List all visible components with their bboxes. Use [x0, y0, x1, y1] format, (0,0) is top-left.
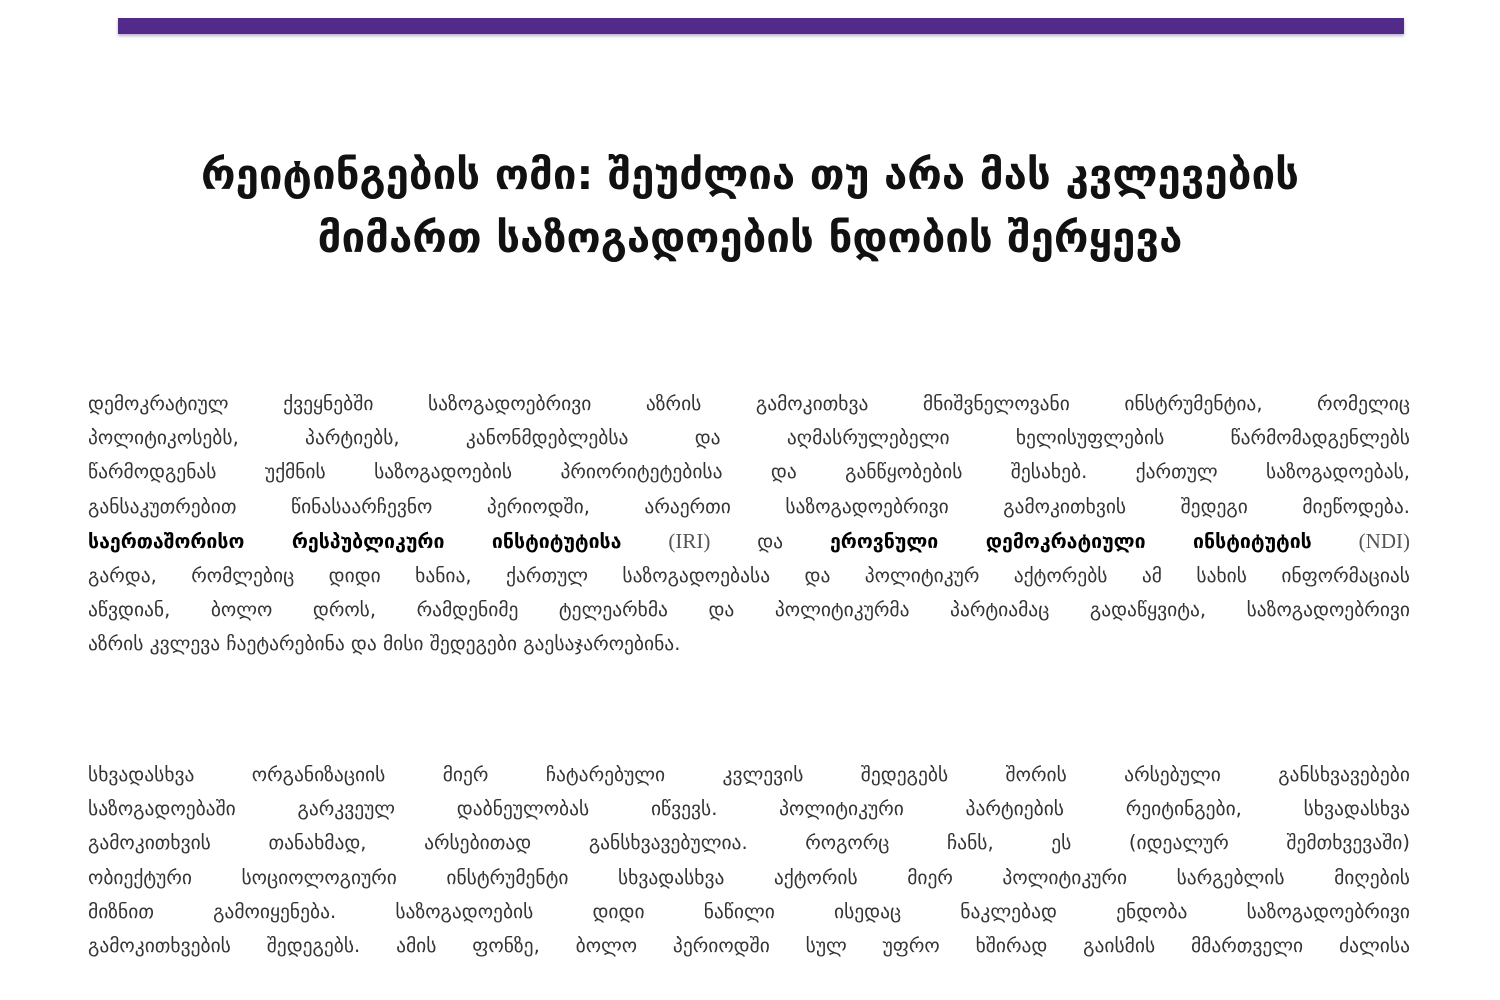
- paragraph-1: [88, 387, 1410, 662]
- paragraph-1-line-5: [88, 524, 1410, 559]
- paragraph-1-line-7: აწვდიან, ბოლო დროს, რამდენიმე ტელეარხმა და პოლიტიკურმა პარტიამაც გადაწყვიტა, საზოგადოებრივი: [88, 598, 1410, 622]
- org-name-iri: საერთაშორისო რესპუბლიკური ინსტიტუტისა: [88, 529, 622, 553]
- org-name-ndi: ეროვნული დემოკრატიული ინსტიტუტის: [829, 529, 1312, 553]
- abbr-ndi: (NDI): [1358, 528, 1410, 553]
- abbr-iri: (IRI): [668, 528, 711, 553]
- paragraph-1-line-1: დემოკრატიულ ქვეყნებში საზოგადოებრივი აზრის გამოკითხვა მნიშვნელოვანი ინსტრუმენტია, რომელიც: [88, 392, 1410, 415]
- paragraph-2-line-1: სხვადასხვა ორგანიზაციის მიერ ჩატარებული კვლევის შედეგებს შორის არსებული განსხვავებები: [88, 763, 1410, 786]
- page-title: [90, 143, 1410, 269]
- paragraph-2-line-3: გამოკითხვის თანახმად, არსებითად განსხვავებულია. როგორც ჩანს, ეს (იდეალურ შემთხვევაში): [88, 831, 1410, 855]
- paragraph-1-line-2: პოლიტიკოსებს, პარტიებს, კანონმდებლებსა და აღმასრულებელი ხელისუფლების წარმომადგენლებს: [88, 426, 1410, 450]
- paragraph-1-line-6: გარდა, რომლებიც დიდი ხანია, ქართულ საზოგადოებასა და პოლიტიკურ აქტორებს ამ სახის ინფორმაციას: [88, 564, 1410, 588]
- paragraph-2-line-2: საზოგადოებაში გარკვეულ დაბნეულობას იწვევს. პოლიტიკური პარტიების რეიტინგები, სხვადასხვა: [88, 797, 1410, 821]
- paragraph-2-line-4: ობიექტური სოციოლოგიური ინსტრუმენტი სხვადასხვა აქტორის მიერ პოლიტიკური სარგებლის მიღების: [88, 865, 1410, 889]
- paragraph-1-line-4: განსაკუთრებით წინასაარჩევნო პერიოდში, არაერთი საზოგადოებრივი გამოკითხვის შედეგი მიეწოდება.: [88, 494, 1410, 518]
- title-line-1: რეიტინგების ომი: შეუძლია თუ არა მას კვლევების: [201, 150, 1299, 199]
- paragraph-1-line-8: აზრის კვლევა ჩაეტარებინა და მისი შედეგები გაესაჯაროებინა.: [88, 632, 681, 656]
- header-rule: [118, 18, 1404, 34]
- paragraph-2-line-5: მიზნით გამოიყენება. საზოგადოების დიდი ნაწილი ისედაც ნაკლებად ენდობა საზოგადოებრივი: [88, 899, 1410, 923]
- paragraph-1-line-3: წარმოდგენას უქმნის საზოგადოების პრიორიტეტებისა და განწყობების შესახებ. ქართულ საზოგადოებას,: [88, 460, 1410, 484]
- title-line-2: მიმართ საზოგადოების ნდობის შერყევა: [317, 213, 1183, 262]
- paragraph-2-line-6: გამოკითხვების შედეგებს. ამის ფონზე, ბოლო პერიოდში სულ უფრო ხშირად გაისმის მმართველი ძალისა: [88, 934, 1410, 958]
- conjunction-text: და: [757, 529, 784, 553]
- paragraph-2: [88, 758, 1410, 963]
